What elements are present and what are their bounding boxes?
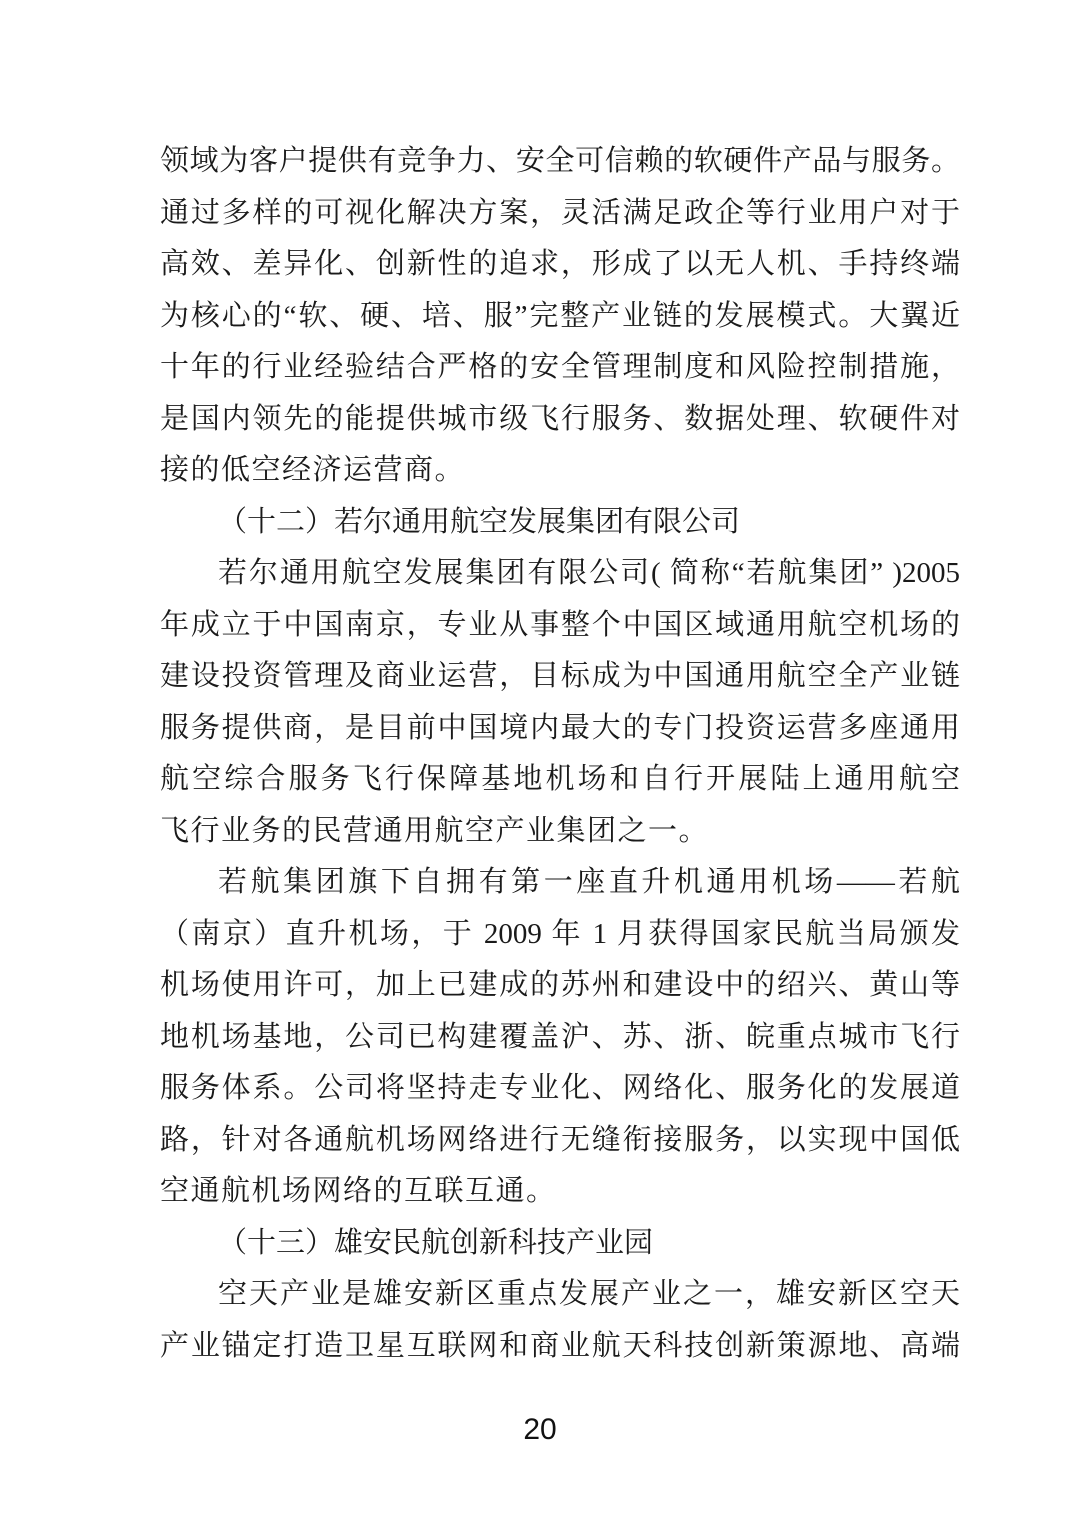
body-paragraph xyxy=(160,548,960,857)
text-line: 航空综合服务飞行保障基地机场和自行开展陆上通用航空 xyxy=(160,763,960,795)
text-line: 领域为客户提供有竞争力、安全可信赖的软硬件产品与服务。 xyxy=(160,145,960,177)
text-line: 高效、差异化、创新性的追求，形成了以无人机、手持终端 xyxy=(160,248,960,280)
section-heading xyxy=(160,497,960,549)
text-line: 空天产业是雄安新区重点发展产业之一，雄安新区空天 xyxy=(218,1278,960,1310)
text-line: 为核心的“软、硬、培、服”完整产业链的发展模式。大翼近 xyxy=(160,299,960,332)
text-line: 路，针对各通航机场网络进行无缝衔接服务，以实现中国低 xyxy=(160,1123,960,1156)
body-paragraph xyxy=(160,857,960,1218)
body-paragraph xyxy=(160,1269,960,1372)
text-line: 是国内领先的能提供城市级飞行服务、数据处理、软硬件对 xyxy=(160,402,960,435)
text-line: （南京）直升机场，于 2009 年 1 月获得国家民航当局颁发 xyxy=(160,917,960,950)
page-number: 20 xyxy=(523,1413,557,1446)
text-line: 十年的行业经验结合严格的安全管理制度和风险控制措施， xyxy=(160,351,960,383)
document-body xyxy=(160,136,960,1372)
heading-line: （十二）若尔通用航空发展集团有限公司 xyxy=(218,505,741,538)
text-line: 年成立于中国南京，专业从事整个中国区域通用航空机场的 xyxy=(160,608,960,641)
text-line: 若尔通用航空发展集团有限公司( 简称“若航集团” )2005 xyxy=(218,557,960,589)
text-line: 空通航机场网络的互联互通。 xyxy=(160,1175,557,1207)
text-line: 飞行业务的民营通用航空产业集团之一。 xyxy=(160,814,710,847)
text-line: 通过多样的可视化解决方案，灵活满足政企等行业用户对于 xyxy=(160,196,960,229)
section-heading xyxy=(160,1218,960,1270)
heading-line: （十三）雄安民航创新科技产业园 xyxy=(218,1226,654,1259)
body-paragraph xyxy=(160,136,960,497)
text-line: 地机场基地，公司已构建覆盖沪、苏、浙、皖重点城市飞行 xyxy=(160,1020,960,1053)
text-line: 产业锚定打造卫星互联网和商业航天科技创新策源地、高端 xyxy=(160,1329,960,1362)
text-line: 建设投资管理及商业运营，目标成为中国通用航空全产业链 xyxy=(160,660,960,692)
text-line: 服务体系。公司将坚持走专业化、网络化、服务化的发展道 xyxy=(160,1072,960,1104)
text-line: 机场使用许可，加上已建成的苏州和建设中的绍兴、黄山等 xyxy=(160,969,960,1001)
text-line: 接的低空经济运营商。 xyxy=(160,454,466,486)
page-footer xyxy=(0,1412,1080,1448)
text-line: 若航集团旗下自拥有第一座直升机通用机场——若航 xyxy=(218,866,960,898)
text-line: 服务提供商，是目前中国境内最大的专门投资运营多座通用 xyxy=(160,711,960,744)
